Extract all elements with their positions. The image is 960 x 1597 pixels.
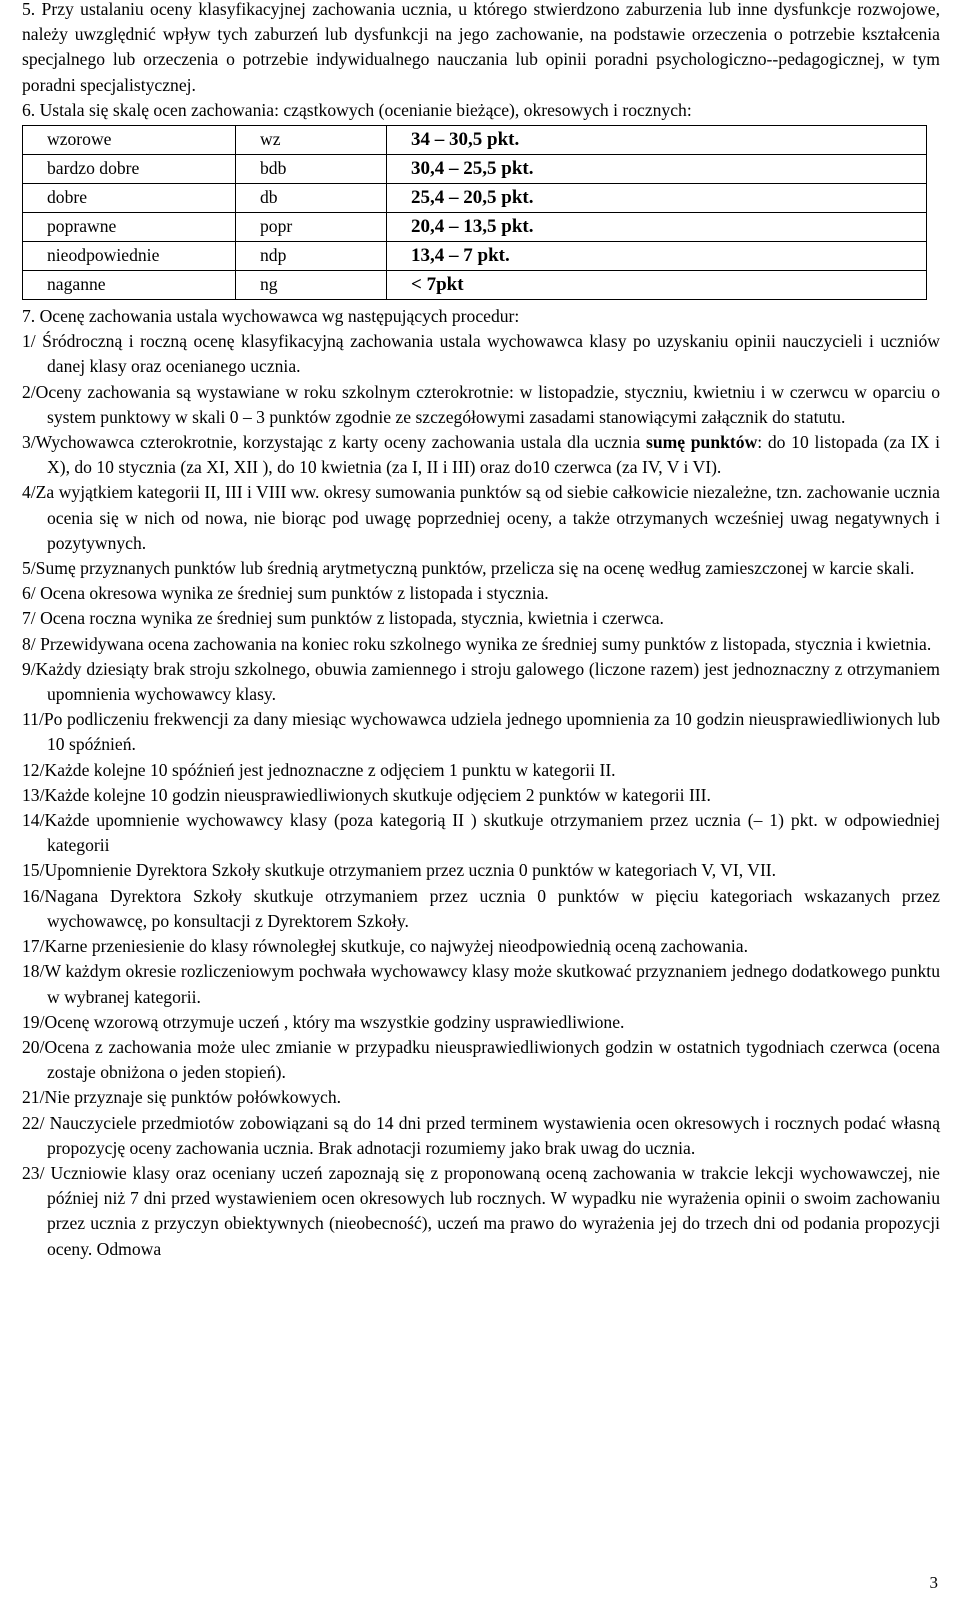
procedure-item-11: 11/Po podliczeniu frekwencji za dany miesiąc wychowawca udziela jednego upomnienia za 10 godzin nieusprawiedliwionych lub 10 spóźnień.: [22, 709, 940, 755]
grade-abbr: ndp: [236, 242, 387, 271]
grade-range: 34 – 30,5 pkt.: [387, 126, 927, 155]
grade-range: 13,4 – 7 pkt.: [387, 242, 927, 271]
procedure-item-2: 2/Oceny zachowania są wystawiane w roku szkolnym czterokrotnie: w listopadzie, styczniu, kwietniu i w czerwcu w oparciu o system punktowy w skali 0 – 3 punktów zgodnie ze szczegółowymi zasadami stanowiącymi załącznik do statutu.: [22, 381, 940, 427]
procedure-item-1: 1/ Śródroczną i roczną ocenę klasyfikacyjną zachowania ustala wychowawca klasy po uzyskaniu opinii nauczycieli i uczniów danej klasy oraz ocenianego ucznia.: [22, 331, 940, 377]
procedure-item-7: 7/ Ocena roczna wynika ze średniej sum punktów z listopada, stycznia, kwietnia i czerwca.: [22, 608, 664, 629]
procedure-item-3: [22, 430, 940, 480]
procedure-item-5: 5/Sumę przyznanych punktów lub średnią arytmetyczną punktów, przelicza się na ocenę według zamieszczonej w karcie skali.: [22, 558, 915, 579]
procedure-item-20: 20/Ocena z zachowania może ulec zmianie w przypadku nieusprawiedliwionych godzin w ostatnich tygodniach czerwca (ocena zostaje obniżona o jeden stopień).: [22, 1036, 940, 1083]
item3-after: : do 10 listopada (za IX i X), do 10 stycznia (za XI, XII ), do 10 kwietnia (za I, II i III) oraz do10 czerwca (za IV, V i VI).: [47, 432, 940, 478]
grade-abbr: wz: [236, 126, 387, 155]
grade-abbr: db: [236, 184, 387, 213]
grade-name: bardzo dobre: [23, 155, 236, 184]
procedure-item-21: 21/Nie przyznaje się punktów połówkowych.: [22, 1087, 342, 1108]
grade-name: naganne: [23, 271, 236, 300]
grade-scale-table: [22, 125, 927, 300]
procedure-item-12: 12/Każde kolejne 10 spóźnień jest jednoznaczne z odjęciem 1 punktu w kategorii II.: [22, 759, 616, 780]
grade-range: 30,4 – 25,5 pkt.: [387, 155, 927, 184]
procedure-item-19: 19/Ocenę wzorową otrzymuje uczeń , który ma wszystkie godziny usprawiedliwione.: [22, 1011, 625, 1032]
table-row: [23, 184, 927, 213]
procedure-item-23: 23/ Uczniowie klasy oraz oceniany uczeń zapoznają się z proponowaną oceną zachowania w trakcie lekcji wychowawczej, nie później niż 7 dni przed wystawieniem ocen okresowych lub rocznych. W wypadku nie wyrażenia opinii o swoim zachowaniu przez ucznia z przyczyn obiektywnych (nieobecność), uczeń ma prawo do wyrażenia jej do trzech dni od podania propozycji oceny. Odmowa: [22, 1162, 940, 1259]
procedure-item-9: 9/Każdy dziesiąty brak stroju szkolnego, obuwia zamiennego i stroju galowego (liczone razem) jest jednoznaczny z otrzymaniem upomnienia wychowawcy klasy.: [22, 658, 940, 705]
table-row: [23, 213, 927, 242]
grade-range: < 7pkt: [387, 271, 927, 300]
procedure-item-18: 18/W każdym okresie rozliczeniowym pochwała wychowawcy klasy może skutkować przyznaniem jednego dodatkowego punktu w wybranej kategorii.: [22, 961, 940, 1007]
procedure-item-16: 16/Nagana Dyrektora Szkoły skutkuje otrzymaniem przez ucznia 0 punktów w pięciu kategoriach wskazanych przez wychowawcę, po konsultacji z Dyrektorem Szkoły.: [22, 885, 940, 931]
grade-name: wzorowe: [23, 126, 236, 155]
grade-abbr: popr: [236, 213, 387, 242]
item3-before: 3/Wychowawca czterokrotnie, korzystając z karty oceny zachowania ustala dla ucznia: [22, 432, 646, 453]
table-row: [23, 126, 927, 155]
grade-name: poprawne: [23, 213, 236, 242]
paragraph-5: 5. Przy ustalaniu oceny klasyfikacyjnej zachowania ucznia, u którego stwierdzono zaburzenia lub inne dysfunkcje rozwojowe, należy uwzględnić wpływ tych zaburzeń lub dysfunkcji na jego zachowanie, na podstawie orzeczenia o potrzebie kształcenia specjalnego lub orzeczenia o potrzebie indywidualnego nauczania lub opinii poradni psychologiczno--pedagogicznej, w tym poradni specjalistycznej.: [22, 0, 940, 95]
paragraph-6: 6. Ustala się skalę ocen zachowania: cząstkowych (ocenianie bieżące), okresowych i rocznych:: [22, 99, 692, 120]
grade-range: 20,4 – 13,5 pkt.: [387, 213, 927, 242]
table-row: [23, 271, 927, 300]
paragraph-7: 7. Ocenę zachowania ustala wychowawca wg następujących procedur:: [22, 306, 520, 327]
procedure-item-13: 13/Każde kolejne 10 godzin nieusprawiedliwionych skutkuje odjęciem 2 punktów w kategorii III.: [22, 784, 711, 805]
grade-abbr: ng: [236, 271, 387, 300]
grade-name: nieodpowiednie: [23, 242, 236, 271]
table-row: [23, 242, 927, 271]
grade-abbr: bdb: [236, 155, 387, 184]
procedure-item-6: 6/ Ocena okresowa wynika ze średniej sum punktów z listopada i stycznia.: [22, 583, 549, 604]
page-number: 3: [929, 1572, 938, 1592]
procedure-item-4: 4/Za wyjątkiem kategorii II, III i VIII ww. okresy sumowania punktów są od siebie całkowicie niezależne, tzn. zachowanie ucznia ocenia się w nich od nowa, nie biorąc pod uwagę poprzedniej oceny, a także otrzymanych wcześniej uwag negatywnych i pozytywnych.: [22, 482, 940, 553]
procedure-item-17: 17/Karne przeniesienie do klasy równoległej skutkuje, co najwyżej nieodpowiednią oceną zachowania.: [22, 936, 748, 957]
procedure-item-15: 15/Upomnienie Dyrektora Szkoły skutkuje otrzymaniem przez ucznia 0 punktów w kategoriach V, VI, VII.: [22, 860, 777, 881]
grade-range: 25,4 – 20,5 pkt.: [387, 184, 927, 213]
document-page: [22, 0, 940, 1262]
procedure-item-22: 22/ Nauczyciele przedmiotów zobowiązani są do 14 dni przed terminem wystawienia ocen okresowych i rocznych podać własną propozycję oceny zachowania ucznia. Brak adnotacji rozumiemy jako brak uwag do ucznia.: [22, 1112, 940, 1158]
item3-bold: sumę punktów: [645, 432, 758, 453]
grade-name: dobre: [23, 184, 236, 213]
table-row: [23, 155, 927, 184]
procedure-item-14: 14/Każde upomnienie wychowawcy klasy (poza kategorią II ) skutkuje otrzymaniem przez ucznia (– 1) pkt. w odpowiedniej kategorii: [22, 810, 940, 856]
procedure-item-8: 8/ Przewidywana ocena zachowania na koniec roku szkolnego wynika ze średniej sumy punktów z listopada, stycznia i kwietnia.: [22, 633, 932, 654]
